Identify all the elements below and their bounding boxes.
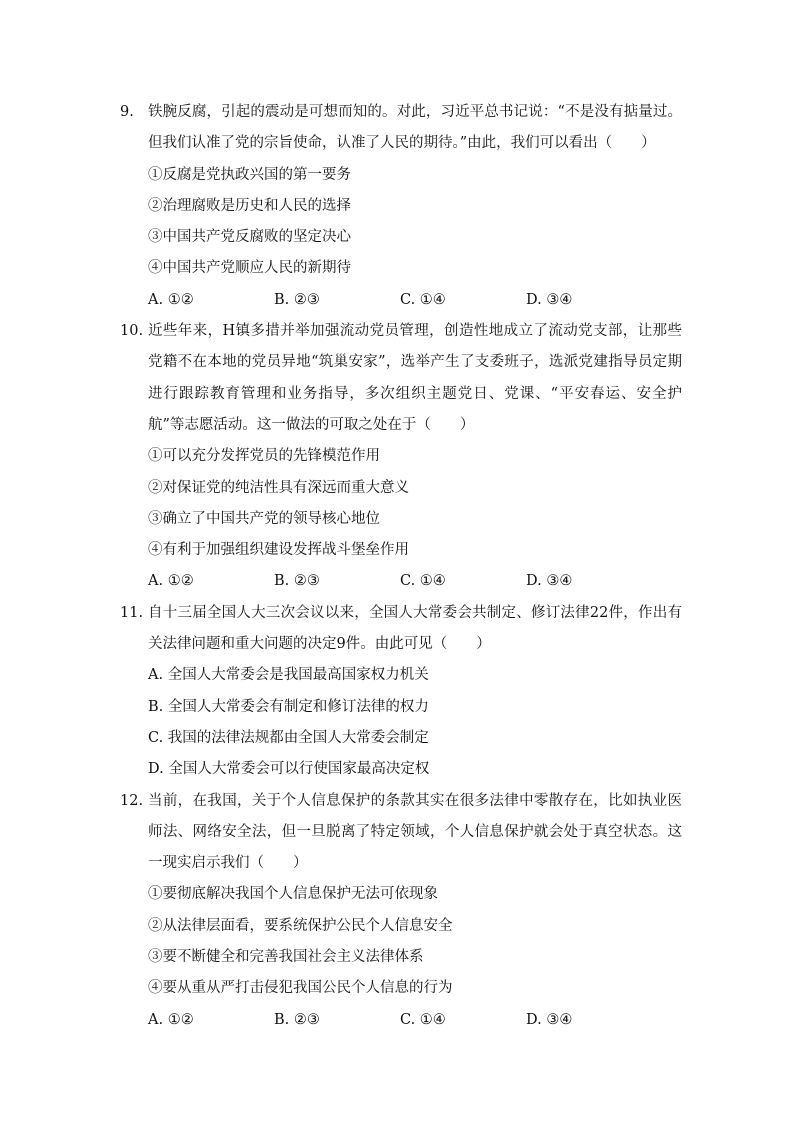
option-d: D. ③④ [526, 1011, 573, 1028]
statement: ①反腐是党执政兴国的第一要务 [148, 166, 351, 183]
statement: ②治理腐败是历史和人民的选择 [148, 197, 351, 214]
option-b: B. ②③ [274, 1011, 320, 1028]
question-9 [120, 97, 682, 316]
statement: ③要不断健全和完善我国社会主义法律体系 [148, 949, 424, 966]
option-b: B. ②③ [274, 291, 320, 308]
statement: ④中国共产党顺应人民的新期待 [148, 260, 351, 277]
option-a: A. ①② [148, 291, 194, 308]
option-d: D. 全国人大常委会可以行使国家最高决定权 [148, 761, 430, 778]
statement: ②从法律层面看，要系统保护公民个人信息安全 [148, 917, 453, 934]
option-a: A. ①② [148, 573, 194, 590]
statement: ③中国共产党反腐败的坚定决心 [148, 229, 351, 246]
answer-options [148, 566, 682, 597]
statement: ①可以充分发挥党员的先锋模范作用 [148, 448, 380, 465]
question-stem: 当前，在我国，关于个人信息保护的条款其实在很多法律中零散存在，比如执业医师法、网络安全法，但一旦脱离了特定领域，个人信息保护就会处于真空状态。这一现实启示我们（ ） [148, 792, 682, 872]
question-12 [120, 786, 682, 1036]
question-stem: 近些年来，H镇多措并举加强流动党员管理，创造性地成立了流动党支部，让那些党籍不在本地的党员异地“筑巢安家”，选举产生了支委班子，选派党建指导员定期进行跟踪教育管理和业务指导，多次组织主题党日、党课、“平安春运、安全护航”等志愿活动。这一做法的可取之处在于（ ） [148, 323, 682, 433]
answer-options [148, 1005, 682, 1036]
option-c: C. ①④ [400, 291, 446, 308]
option-b: B. 全国人大常委会有制定和修订法律的权力 [148, 698, 429, 715]
question-stem: 自十三届全国人大三次会议以来，全国人大常委会共制定、修订法律22件，作出有关法律问题和重大问题的决定9件。由此可见（ ） [148, 604, 682, 653]
question-number: 11. [120, 604, 144, 621]
statement: ③确立了中国共产党的领导核心地位 [148, 510, 380, 527]
question-number: 12. [120, 792, 144, 809]
statement: ②对保证党的纯洁性具有深远而重大意义 [148, 479, 409, 496]
question-11 [120, 598, 682, 786]
option-d: D. ③④ [526, 573, 573, 590]
option-b: B. ②③ [274, 573, 320, 590]
statement: ④有利于加强组织建设发挥战斗堡垒作用 [148, 542, 409, 559]
question-10 [120, 316, 682, 598]
statement: ①要彻底解决我国个人信息保护无法可依现象 [148, 886, 438, 903]
option-c: C. ①④ [400, 573, 446, 590]
answer-options [148, 285, 682, 316]
option-c: C. ①④ [400, 1011, 446, 1028]
question-stem: 铁腕反腐，引起的震动是可想而知的。对此，习近平总书记说：“不是没有掂量过。但我们认准了党的宗旨使命，认准了人民的期待。”由此，我们可以看出（ ） [148, 104, 682, 152]
question-number: 10. [120, 323, 144, 340]
option-c: C. 我国的法律法规都由全国人大常委会制定 [148, 729, 429, 746]
question-number: 9. [120, 104, 134, 120]
option-d: D. ③④ [526, 291, 573, 308]
option-a: A. 全国人大常委会是我国最高国家权力机关 [148, 667, 429, 684]
statement: ④要从重从严打击侵犯我国公民个人信息的行为 [148, 980, 453, 997]
option-a: A. ①② [148, 1011, 194, 1028]
